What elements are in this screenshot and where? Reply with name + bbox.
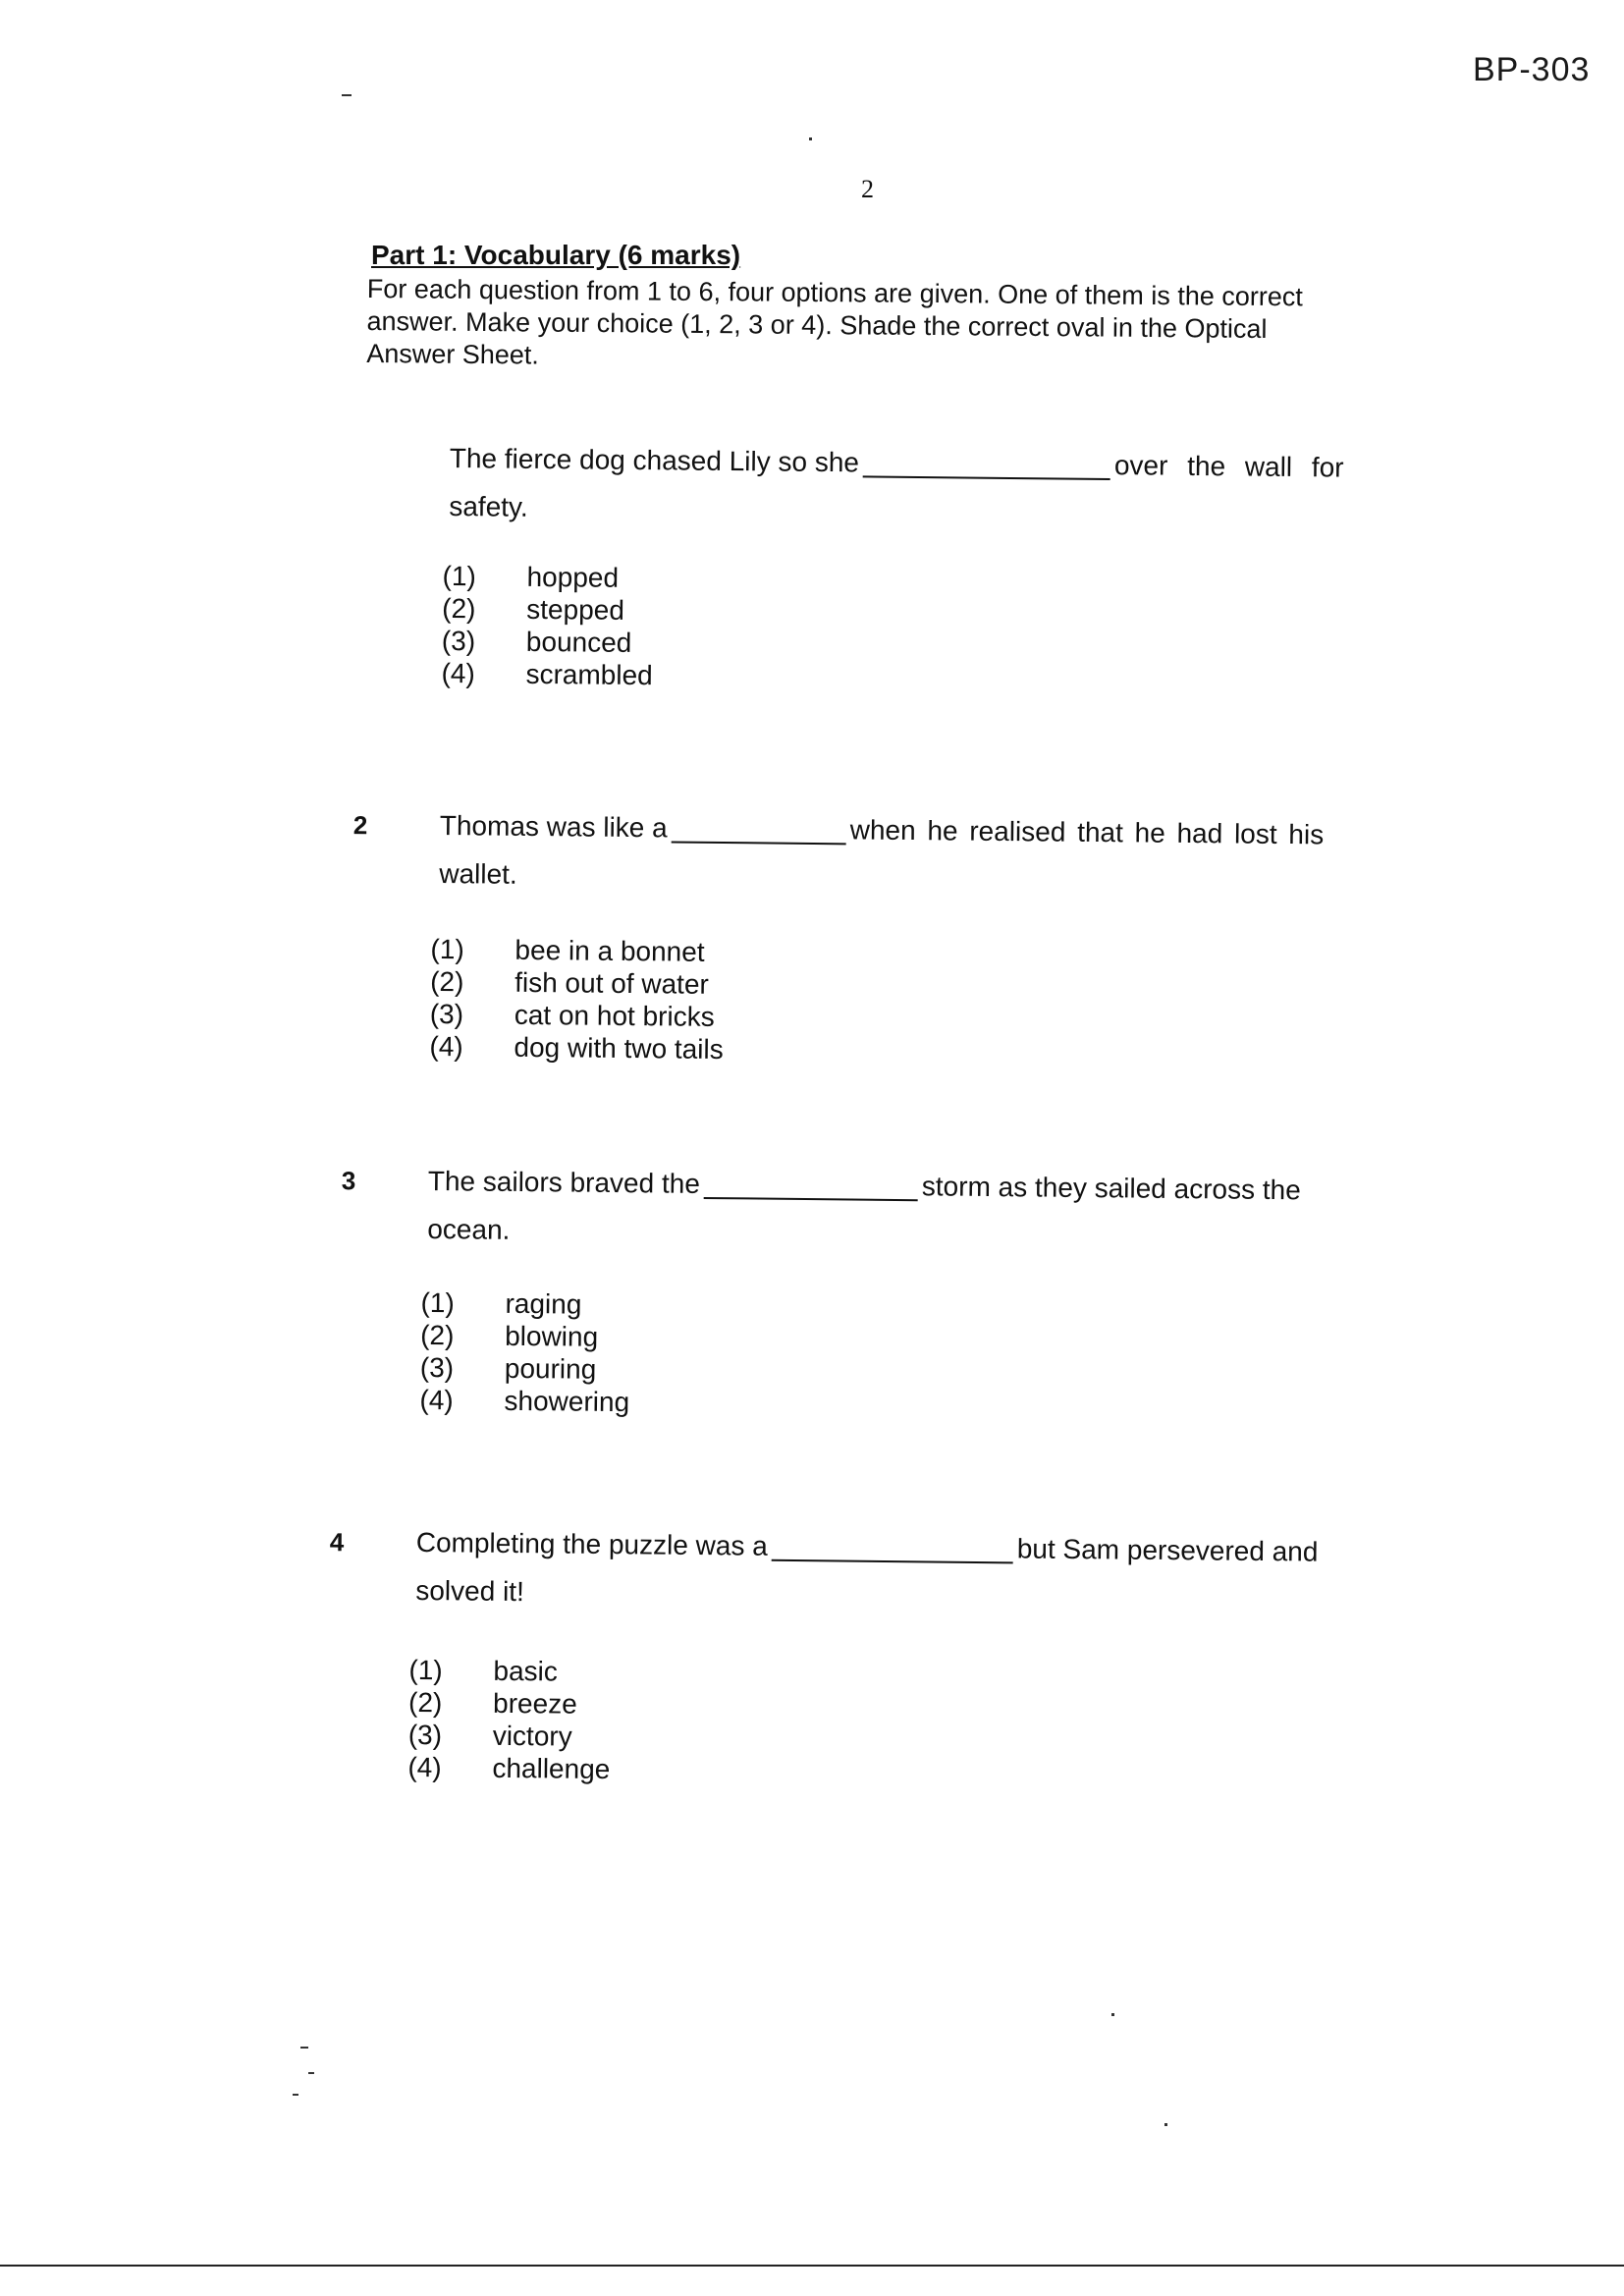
- option-number: (3): [407, 1719, 443, 1751]
- stem-text: Thomas was like a: [439, 810, 668, 844]
- option-number: (3): [429, 998, 464, 1030]
- option-text: raging: [505, 1287, 582, 1320]
- option-text: cat on hot bricks: [514, 999, 715, 1032]
- paper-code: BP-303: [1473, 51, 1591, 88]
- stem-text: Completing the puzzle was a: [415, 1527, 768, 1561]
- option-text: fish out of water: [514, 966, 709, 1000]
- answer-blank: [704, 1175, 918, 1201]
- question-1: [441, 443, 1432, 699]
- answer-blank: [672, 819, 846, 845]
- option-list: [441, 560, 1430, 700]
- option-number: (1): [420, 1286, 455, 1319]
- option-list: [419, 1286, 1408, 1427]
- stem-continuation: wallet.: [439, 857, 517, 890]
- option-number: (2): [407, 1686, 443, 1719]
- question-3: [341, 1166, 1410, 1426]
- option-number: (4): [419, 1384, 454, 1416]
- option-text: bounced: [525, 626, 632, 658]
- question-stem: [440, 811, 1422, 850]
- part-title: Part 1: Vocabulary (6 marks): [371, 240, 741, 270]
- scan-speck: [1111, 2013, 1114, 2016]
- stem-continuation: safety.: [449, 490, 528, 522]
- question-number: 4: [329, 1527, 345, 1558]
- question-number: 3: [341, 1166, 356, 1196]
- answer-blank: [863, 454, 1110, 480]
- question-2: [352, 810, 1422, 1072]
- scan-speck: [342, 94, 352, 96]
- part-instructions: For each question from 1 to 6, four options are given. One of them is the correct answer. Make your choice (1, 2, 3 or 4). Shade the correct oval in the Optical Answer Sheet.: [366, 273, 1303, 370]
- option-text: scrambled: [525, 658, 653, 691]
- option-text: pouring: [504, 1352, 597, 1385]
- option-list: [407, 1654, 1396, 1794]
- option-text: basic: [493, 1655, 559, 1687]
- stem-text: but Sam persevered and: [1016, 1533, 1319, 1567]
- bottom-rule: [0, 2265, 1624, 2267]
- question-number: 2: [352, 810, 368, 841]
- stem-continuation: solved it!: [415, 1574, 524, 1608]
- option-number: (1): [430, 933, 464, 965]
- option-text: breeze: [492, 1687, 577, 1720]
- scan-speck: [293, 2094, 298, 2096]
- option-number: (1): [408, 1654, 443, 1686]
- scan-speck: [300, 2047, 308, 2049]
- option-number: (1): [442, 560, 476, 592]
- stem-text: storm as they sailed across the: [921, 1171, 1301, 1206]
- option-number: (2): [420, 1319, 455, 1351]
- scan-speck: [1164, 2123, 1167, 2126]
- question-4: [329, 1527, 1398, 1793]
- stem-text: over the wall for: [1113, 450, 1344, 483]
- question-stem: [428, 1167, 1410, 1206]
- question-stem: [450, 444, 1432, 483]
- stem-text: The sailors braved the: [427, 1166, 701, 1199]
- scan-speck: [308, 2072, 314, 2074]
- question-stem: [416, 1528, 1398, 1567]
- option-text: blowing: [505, 1320, 599, 1352]
- option-text: hopped: [526, 561, 620, 593]
- option-number: (4): [441, 657, 475, 689]
- option-text: bee in a bonnet: [514, 934, 705, 967]
- option-text: dog with two tails: [514, 1031, 724, 1066]
- option-text: stepped: [526, 593, 625, 626]
- option-list: [429, 933, 1420, 1073]
- option-text: challenge: [492, 1752, 611, 1785]
- option-text: victory: [492, 1720, 572, 1752]
- stem-text: when he realised that he had lost his: [849, 814, 1325, 850]
- stem-continuation: ocean.: [427, 1213, 511, 1245]
- answer-blank: [772, 1538, 1013, 1564]
- page-number: 2: [861, 175, 874, 203]
- option-number: (3): [419, 1351, 455, 1384]
- option-number: (4): [429, 1030, 463, 1063]
- option-number: (2): [442, 592, 476, 625]
- option-text: showering: [504, 1385, 630, 1418]
- scan-speck: [809, 137, 812, 140]
- option-number: (2): [430, 965, 464, 998]
- option-number: (4): [407, 1751, 442, 1783]
- option-number: (3): [441, 625, 476, 657]
- stem-text: The fierce dog chased Lily so she: [449, 443, 860, 478]
